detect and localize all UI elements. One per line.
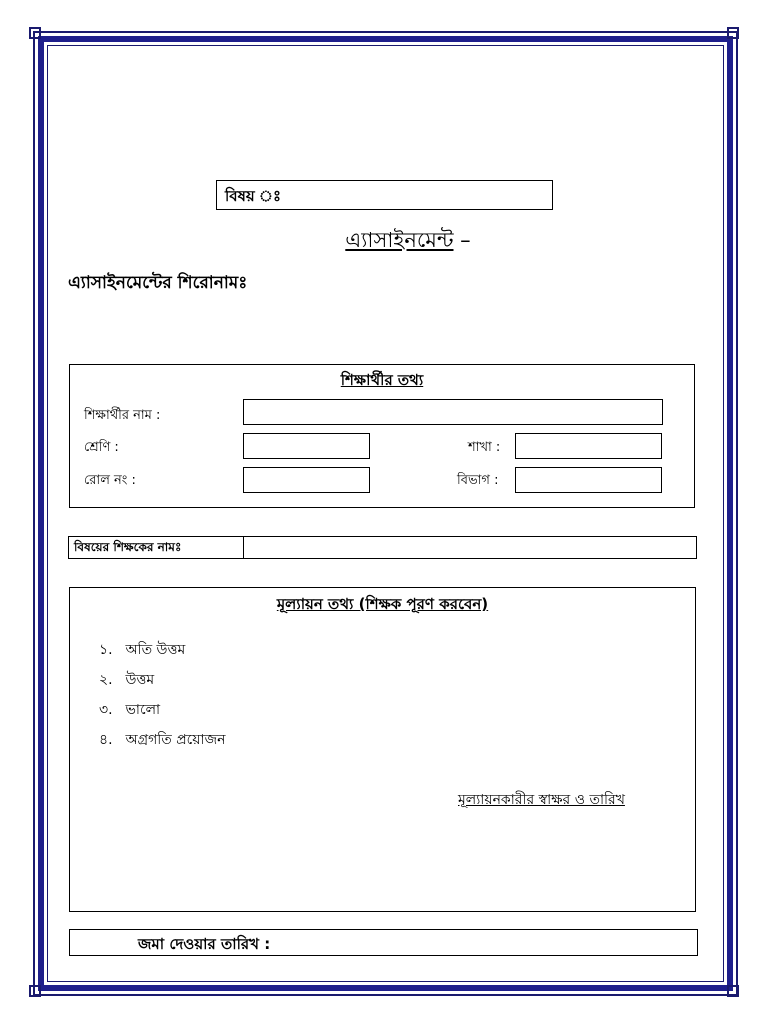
assignment-heading-label: এ্যাসাইনমেন্টের শিরোনামঃ — [68, 273, 248, 293]
assignment-title-dash: – — [453, 228, 471, 252]
evaluation-item: ৩. ভালো — [99, 702, 161, 718]
subject-label: বিষয় ঃ — [225, 187, 281, 205]
student-info-section — [69, 364, 695, 508]
teacher-name-label: বিষয়ের শিক্ষকের নামঃ — [74, 540, 182, 554]
department-label: বিভাগ : — [457, 473, 499, 488]
class-field[interactable] — [243, 433, 370, 459]
section-label: শাখা : — [468, 440, 501, 455]
evaluation-section — [69, 587, 696, 912]
student-name-field[interactable] — [243, 399, 663, 425]
section-field[interactable] — [515, 433, 662, 459]
evaluation-list — [99, 640, 225, 760]
subject-field[interactable] — [216, 180, 553, 210]
roll-label: রোল নং : — [84, 473, 136, 488]
border-corner-ornament — [727, 27, 739, 39]
submission-date-field[interactable] — [69, 929, 698, 956]
teacher-name-field[interactable] — [244, 537, 696, 558]
class-label: শ্রেণি : — [84, 440, 119, 455]
student-info-heading: শিক্ষার্থীর তথ্য — [340, 371, 424, 389]
roll-field[interactable] — [243, 467, 370, 493]
submission-date-label: জমা দেওয়ার তারিখ : — [138, 935, 271, 953]
border-corner-ornament — [727, 985, 739, 997]
student-name-label: শিক্ষার্থীর নাম : — [84, 408, 161, 423]
border-corner-ornament — [29, 985, 41, 997]
evaluation-heading: মূল্যায়ন তথ্য (শিক্ষক পূরণ করবেন) — [276, 595, 489, 613]
border-corner-ornament — [29, 27, 41, 39]
assignment-title-text: এ্যাসাইনমেন্ট — [345, 228, 454, 252]
department-field[interactable] — [515, 467, 662, 493]
assignment-title — [0, 224, 768, 259]
evaluator-signature-label: মূল্যায়নকারীর স্বাক্ষর ও তারিখ — [458, 792, 625, 808]
evaluation-item: ১. অতি উত্তম — [99, 642, 186, 658]
evaluation-item: ২. উত্তম — [99, 672, 155, 688]
evaluation-item: ৪. অগ্রগতি প্রয়োজন — [99, 732, 226, 748]
